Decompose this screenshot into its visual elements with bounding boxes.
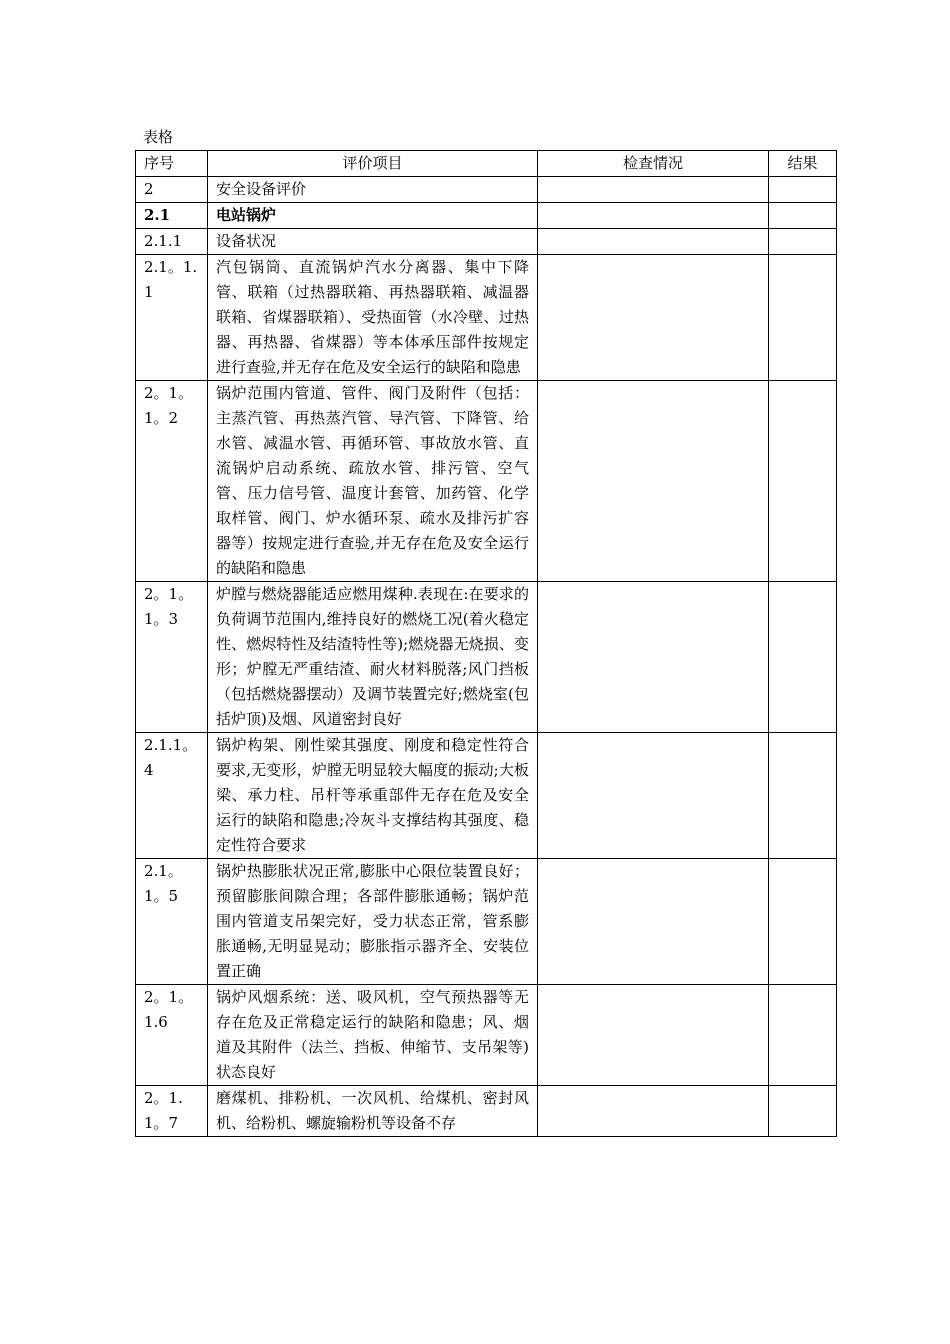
table-row [136, 229, 837, 255]
row-item: 安全设备评价 [208, 177, 538, 203]
row-no: 2。1。1。3 [136, 582, 208, 733]
table-caption: 表格 [143, 128, 174, 146]
table-row [136, 985, 837, 1086]
row-check [538, 381, 769, 582]
header-item: 评价项目 [208, 151, 538, 177]
row-result [769, 229, 837, 255]
table-row [136, 177, 837, 203]
row-item: 锅炉风烟系统：送、吸风机，空气预热器等无存在危及正常稳定运行的缺陷和隐患；风、烟道及其附件（法兰、挡板、伸缩节、支吊架等)状态良好 [208, 985, 538, 1086]
evaluation-table [135, 150, 837, 1137]
row-result [769, 381, 837, 582]
row-result [769, 1086, 837, 1137]
row-no: 2.1。1.1 [136, 255, 208, 381]
row-check [538, 859, 769, 985]
row-result [769, 255, 837, 381]
row-item: 锅炉热膨胀状况正常,膨胀中心限位装置良好；预留膨胀间隙合理；各部件膨胀通畅；锅炉范围内管道支吊架完好，受力状态正常，管系膨胀通畅,无明显晃动；膨胀指示器齐全、安装位置正确 [208, 859, 538, 985]
row-result [769, 203, 837, 229]
row-result [769, 859, 837, 985]
row-result [769, 177, 837, 203]
row-check [538, 203, 769, 229]
header-no: 序号 [136, 151, 208, 177]
row-item: 设备状况 [208, 229, 538, 255]
table-row [136, 1086, 837, 1137]
header-check: 检查情况 [538, 151, 769, 177]
row-check [538, 582, 769, 733]
table-row [136, 859, 837, 985]
row-result [769, 733, 837, 859]
row-no: 2.1.1 [136, 229, 208, 255]
row-no: 2。1。1.6 [136, 985, 208, 1086]
row-no: 2。1.1。7 [136, 1086, 208, 1137]
table-row [136, 381, 837, 582]
header-result: 结果 [769, 151, 837, 177]
row-check [538, 985, 769, 1086]
row-item: 磨煤机、排粉机、一次风机、给煤机、密封风机、给粉机、螺旋输粉机等设备不存 [208, 1086, 538, 1137]
table-row [136, 255, 837, 381]
row-no: 2.1 [136, 203, 208, 229]
row-no: 2.1。1。5 [136, 859, 208, 985]
row-no: 2.1.1。4 [136, 733, 208, 859]
table-row [136, 203, 837, 229]
row-check [538, 733, 769, 859]
row-result [769, 985, 837, 1086]
row-result [769, 582, 837, 733]
table-row [136, 733, 837, 859]
row-item: 炉膛与燃烧器能适应燃用煤种.表现在:在要求的负荷调节范围内,维持良好的燃烧工况(着火稳定性、燃烬特性及结渣特性等);燃烧器无烧损、变形；炉膛无严重结渣、耐火材料脱落;风门挡板（包括燃烧器摆动）及调节装置完好;燃烧室(包括炉顶)及烟、风道密封良好 [208, 582, 538, 733]
row-check [538, 177, 769, 203]
row-no: 2。1。1。2 [136, 381, 208, 582]
row-item: 锅炉范围内管道、管件、阀门及附件（包括：主蒸汽管、再热蒸汽管、导汽管、下降管、给水管、减温水管、再循环管、事故放水管、直流锅炉启动系统、疏放水管、排污管、空气管、压力信号管、温度计套管、加药管、化学取样管、阀门、炉水循环泵、疏水及排污扩容器等）按规定进行查验,并无存在危及安全运行的缺陷和隐患 [208, 381, 538, 582]
row-check [538, 229, 769, 255]
table-header-row [136, 151, 837, 177]
row-check [538, 255, 769, 381]
row-item: 锅炉构架、刚性梁其强度、刚度和稳定性符合要求,无变形，炉膛无明显较大幅度的振动;大板梁、承力柱、吊杆等承重部件无存在危及安全运行的缺陷和隐患;冷灰斗支撑结构其强度、稳定性符合要求 [208, 733, 538, 859]
row-check [538, 1086, 769, 1137]
row-item: 汽包锅筒、直流锅炉汽水分离器、集中下降管、联箱（过热器联箱、再热器联箱、减温器联箱、省煤器联箱）、受热面管（水冷壁、过热器、再热器、省煤器）等本体承压部件按规定进行查验,并无存在危及安全运行的缺陷和隐患 [208, 255, 538, 381]
row-item: 电站锅炉 [208, 203, 538, 229]
table-row [136, 582, 837, 733]
row-no: 2 [136, 177, 208, 203]
